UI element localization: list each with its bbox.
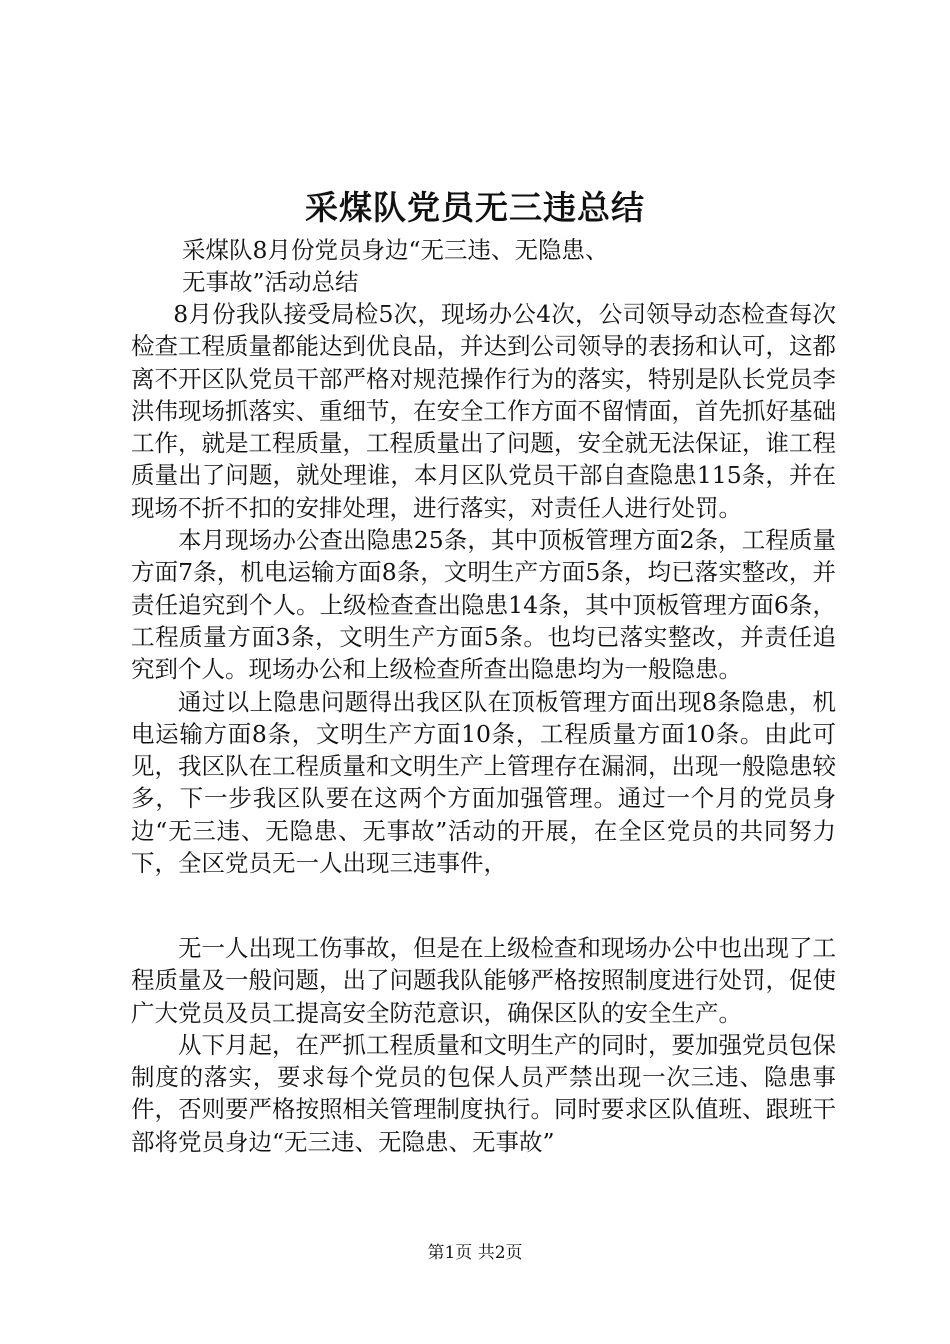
page-footer: 第1页 共2页: [427, 1243, 523, 1263]
body-section-1: [131, 298, 836, 879]
paragraph-1: 8月份我队接受局检5次，现场办公4次，公司领导动态检查每次检查工程质量都能达到优良品，并达到公司领导的表扬和认可，这都离不开区队党员干部严格对规范操作行为的落实，特别是队长党员李洪伟现场抓落实、重细节，在安全工作方面不留情面，首先抓好基础工作，就是工程质量，工程质量出了问题，安全就无法保证，谁工程质量出了问题，就处理谁，本月区队党员干部自查隐患115条，并在现场不折不扣的安排处理，进行落实，对责任人进行处罚。: [131, 300, 836, 522]
paragraph-2: 本月现场办公查出隐患25条，其中顶板管理方面2条，工程质量方面7条，机电运输方面8条，文明生产方面5条，均已落实整改，并责任追究到个人。上级检查查出隐患14条，其中顶板管理方面6条，工程质量方面3条，文明生产方面5条。也均已落实整改，并责任追究到个人。现场办公和上级检查所查出隐患均为一般隐患。: [131, 526, 836, 684]
paragraph-3: 通过以上隐患问题得出我区队在顶板管理方面出现8条隐患，机电运输方面8条，文明生产方面10条，工程质量方面10条。由此可见，我区队在工程质量和文明生产上管理存在漏洞，出现一般隐患较多，下一步我区队要在这两个方面加强管理。通过一个月的党员身边“无三违、无隐患、无事故”活动的开展，在全区党员的共同努力下，全区党员无一人出现三违事件，: [131, 687, 836, 878]
document-title: 采煤队党员无三违总结: [305, 188, 645, 227]
subtitle-block: [182, 234, 742, 299]
subtitle-line-2: 无事故”活动总结: [182, 268, 359, 297]
paragraph-4: 无一人出现工伤事故，但是在上级检查和现场办公中也出现了工程质量及一般问题，出了问题我队能够严格按照制度进行处罚，促使广大党员及员工提高安全防范意识，确保区队的安全生产。: [131, 934, 836, 1027]
subtitle-line-1: 采煤队8月份党员身边“无三违、无隐患、: [182, 236, 609, 264]
body-section-2: [131, 932, 836, 1158]
paragraph-5: 从下月起，在严抓工程质量和文明生产的同时，要加强党员包保制度的落实，要求每个党员的包保人员严禁出现一次三违、隐患事件，否则要严格按照相关管理制度执行。同时要求区队值班、跟班干部将党员身边“无三违、无隐患、无事故”: [131, 1030, 836, 1156]
